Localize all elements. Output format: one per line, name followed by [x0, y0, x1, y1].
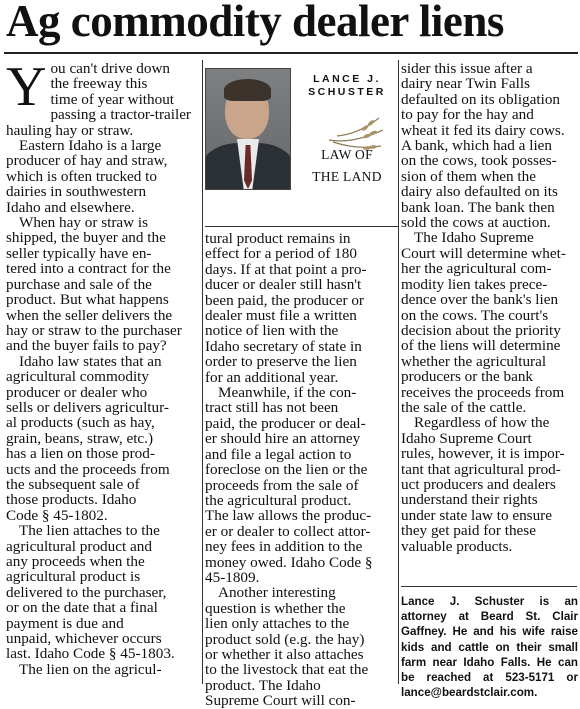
paragraph: The lien attaches to the agricultural product and any proceeds when the agricultural product is delivered to the purchaser, or on the date that a final payment is due and unpaid, whichever occurs last. Idaho Code § 45-1803. — [6, 522, 175, 663]
byline-box — [205, 60, 398, 227]
article-column-1 — [6, 56, 202, 678]
article-column-2 — [205, 231, 398, 709]
paragraph: tural product remains in effect for a period of 180 days. If at that point a pro- ducer or dealer still hasn't been paid, the producer or dealer must file a written notice of lien with the Idaho secretary of state in order to preserve the lien for an additional year. — [205, 230, 367, 386]
column-divider — [202, 60, 203, 684]
column-title: LAW OF THE LAND — [312, 147, 382, 184]
paragraph: Eastern Idaho is a large producer of hay and straw, which is often trucked to dairies in southwestern Idaho and elsewhere. — [6, 137, 168, 216]
headline-rule — [4, 52, 578, 54]
author-name: LANCE J. SCHUSTER — [308, 73, 386, 98]
paragraph-text: ou can't drive down the freeway this time of year without passing a tractor-trailer hauling hay or straw. — [6, 60, 191, 139]
drop-cap: Y — [6, 56, 47, 118]
paragraph: Idaho law states that an agricultural commodity producer or dealer who sells or delivers agricultur- al products (such as hay, grain, beans, straw, etc.) has a lien on those prod- ucts and the proceeds from the subsequent sale of those products. Idaho Code § 45-1802. — [6, 352, 170, 524]
paragraph: sider this issue after a dairy near Twin Falls defaulted on its obligation to pay for the hay and wheat it fed its dairy cows. A bank, which had a lien on the cows, took posses- sion of them when the dairy also defaulted on its bank loan. The bank then sold the cows at auction. — [401, 60, 565, 232]
paragraph: The Idaho Supreme Court will determine whet- her the agricultural com- modity lien takes prece- dence over the bank's lien on the cows. The court's decision about the priority of the liens will determine whether the agricultural producers or the bank receives the proceeds from the sale of the cattle. — [401, 229, 566, 416]
bio-rule — [401, 586, 577, 587]
paragraph: Another interesting question is whether the lien only attaches to the product sold (e.g. the hay) or whether it also attaches to the livestock that eat the product. The Idaho Supreme Court will con- — [205, 584, 369, 709]
paragraph: The lien on the agricul- — [19, 660, 162, 678]
column-divider — [398, 60, 399, 684]
paragraph: Regardless of how the Idaho Supreme Court rules, however, it is impor- tant that agricultural prod- uct producers and dealers understand their rights under state law to ensure they get paid for these valuable products. — [401, 414, 565, 555]
headline: Ag commodity dealer liens — [6, 0, 504, 46]
paragraph: Meanwhile, if the con- tract still has not been paid, the producer or deal- er should hire an attorney and file a legal action to foreclose on the lien or the proceeds from the sale of the agricultural product. The law allows the produc- er or dealer to collect attor- ney fees in addition to the money owed. Idaho Code § 45-1809. — [205, 384, 373, 586]
paragraph: When hay or straw is shipped, the buyer and the seller typically have en- tered into a contract for the purchase and sale of the product. But what happens when the seller delivers the hay or straw to the purchaser and the buyer fails to pay? — [6, 214, 182, 355]
author-headshot-image — [205, 68, 291, 190]
author-bio: Lance J. Schuster is an attorney at Beard St. Clair Gaffney. He and his wife raise kids and cattle on their small farm near Idaho Falls. He can be reached at 523-5171 or lance@beardstclair.com. — [401, 595, 578, 700]
opening-paragraph — [6, 56, 202, 139]
article-column-3 — [401, 61, 577, 554]
